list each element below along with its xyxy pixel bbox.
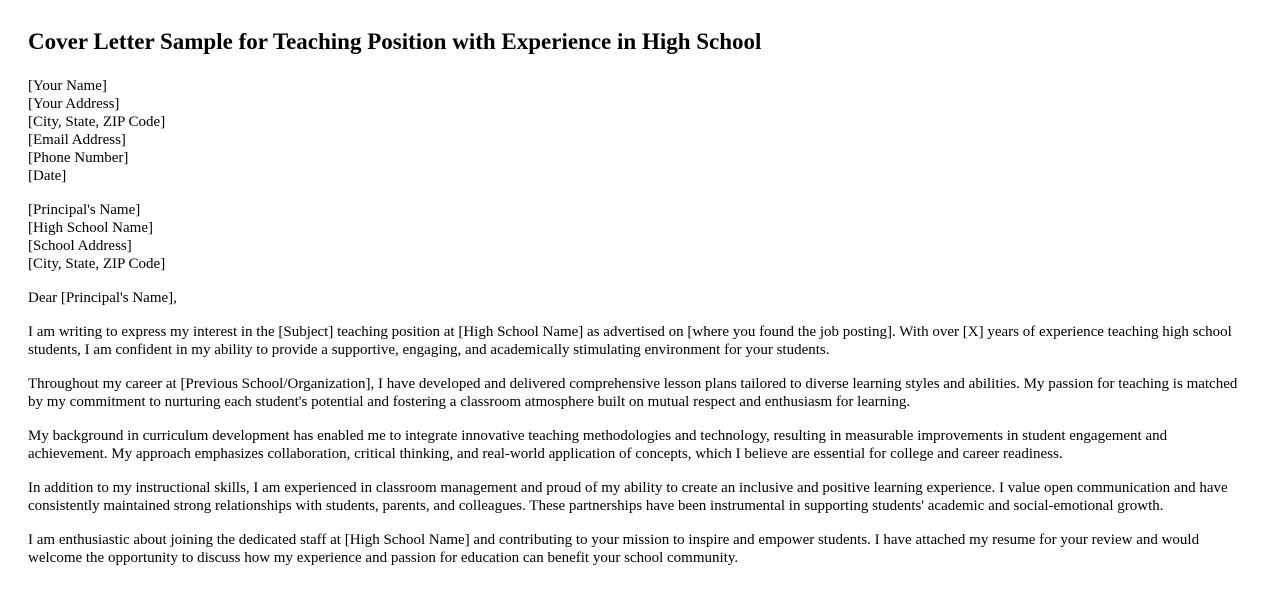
sender-phone: [Phone Number]: [28, 150, 129, 166]
recipient-name: [Principal's Name]: [28, 202, 141, 218]
body-paragraph: My background in curriculum development has enabled me to integrate innovative teaching methodologies and technology, resulting in measurable improvements in student engagement and achievement. My approach emphasizes collaboration, critical thinking, and real-world application of concepts, which I believe are essential for college and career readiness.: [28, 428, 1168, 462]
sender-address: [Your Address]: [28, 96, 120, 112]
recipient-school-name: [High School Name]: [28, 220, 153, 236]
body-paragraph: Throughout my career at [Previous School/Organization], I have developed and delivered comprehensive lesson plans tailored to diverse learning styles and abilities. My passion for teaching is matched by my commitment to nurturing each student's potential and fostering a classroom atmosphere built on mutual respect and enthusiasm for learning.: [28, 376, 1238, 410]
sender-city-state-zip: [City, State, ZIP Code]: [28, 114, 166, 130]
body-paragraph: I am writing to express my interest in the [Subject] teaching position at [High School Name] as advertised on [where you found the job posting]. With over [X] years of experience teaching high school students, I am confident in my ability to provide a supportive, engaging, and academically stimulating environment for your students.: [28, 324, 1232, 358]
recipient-school-address: [School Address]: [28, 238, 132, 254]
letter-date: [Date]: [28, 168, 67, 184]
body-paragraph: I am enthusiastic about joining the dedicated staff at [High School Name] and contributing to your mission to inspire and empower students. I have attached my resume for your review and would welcome the opportunity to discuss how my experience and passion for education can benefit your school community.: [28, 532, 1200, 566]
page-title: Cover Letter Sample for Teaching Position with Experience in High School: [28, 29, 762, 54]
sender-address-block: [28, 77, 1250, 185]
sender-email: [Email Address]: [28, 132, 126, 148]
recipient-address-block: [28, 201, 1250, 273]
recipient-city-state-zip: [City, State, ZIP Code]: [28, 256, 166, 272]
body-paragraph: In addition to my instructional skills, I am experienced in classroom management and proud of my ability to create an inclusive and positive learning experience. I value open communication and have consistently maintained strong relationships with students, parents, and colleagues. These partnerships have been instrumental in supporting students' academic and social-emotional growth.: [28, 480, 1228, 514]
sender-name: [Your Name]: [28, 78, 107, 94]
salutation: Dear [Principal's Name],: [28, 290, 177, 306]
